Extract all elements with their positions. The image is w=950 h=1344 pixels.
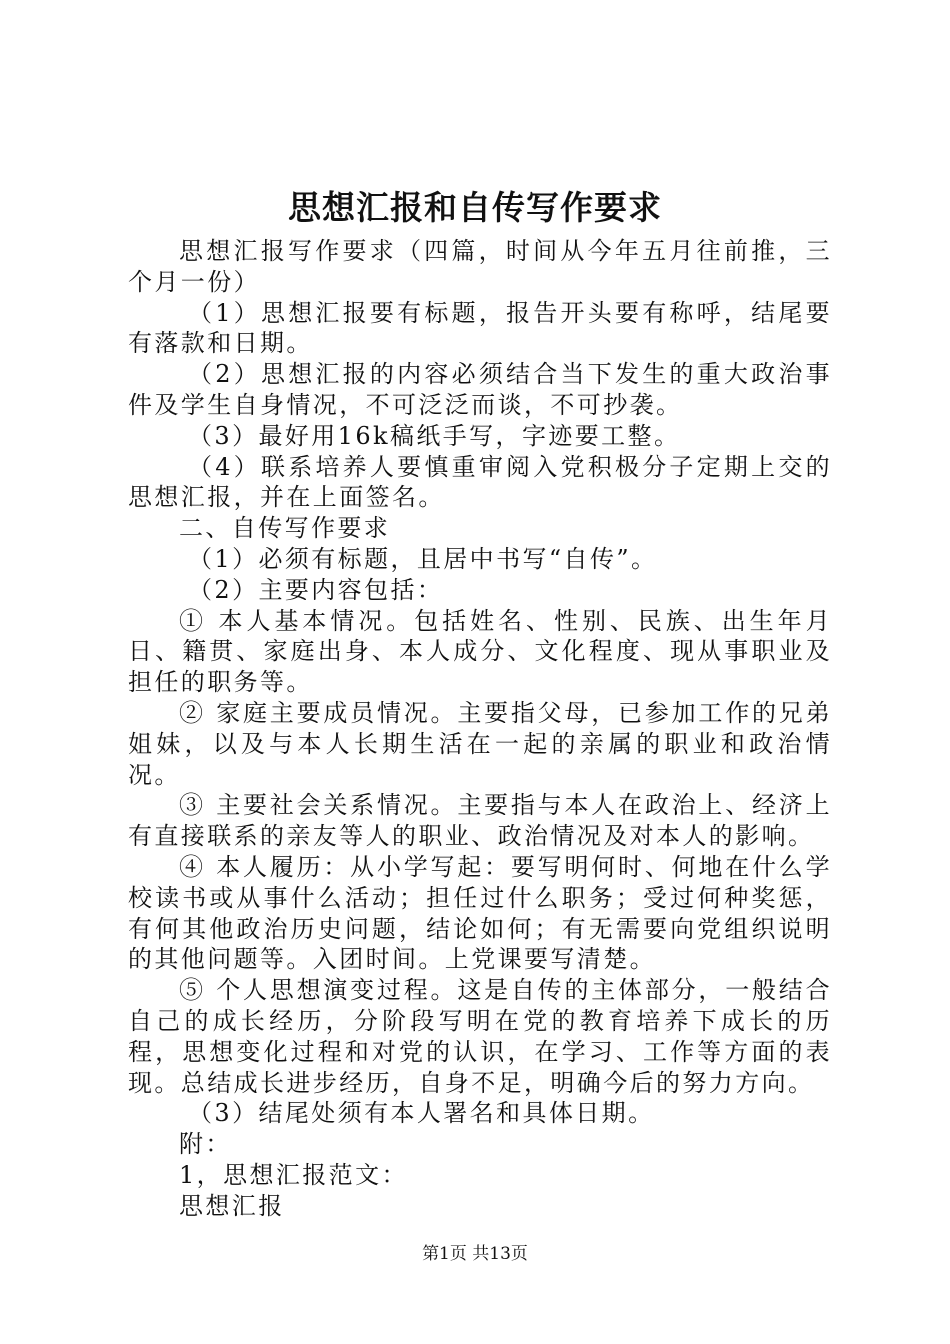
paragraph-1: 思想汇报写作要求（四篇，时间从今年五月往前推，三个月一份） [128, 237, 832, 296]
list-item-2: ② 家庭主要成员情况。主要指父母，已参加工作的兄弟姐妹，以及与本人长期生活在一起的亲属的职业和政治情况。 [128, 698, 832, 789]
document-title: 思想汇报和自传写作要求 [288, 188, 662, 227]
page-footer: 第1页 共13页 [422, 1244, 528, 1264]
paragraph-5: （4）联系培养人要慎重审阅入党积极分子定期上交的思想汇报，并在上面签名。 [128, 452, 832, 512]
list-item-3: ③ 主要社会关系情况。主要指与本人在政治上、经济上有直接联系的亲友等人的职业、政治情况及对本人的影响。 [128, 791, 832, 851]
list-item-5: ⑤ 个人思想演变过程。这是自传的主体部分，一般结合自己的成长经历，分阶段写明在党的教育培养下成长的历程，思想变化过程和对党的认识，在学习、工作等方面的表现。总结成长进步经历，自身不足，明确今后的努力方向。 [128, 976, 832, 1097]
paragraph-4: （3）最好用16k稿纸手写，字迹要工整。 [188, 421, 681, 450]
paragraph-8: （2）主要内容包括： [188, 575, 444, 604]
document-body [128, 236, 832, 1222]
list-item-1: ① 本人基本情况。包括姓名、性别、民族、出生年月日、籍贯、家庭出身、本人成分、文化程度、现从事职业及担任的职务等。 [128, 606, 832, 697]
paragraph-2: （1）思想汇报要有标题，报告开头要有称呼，结尾要有落款和日期。 [128, 298, 832, 358]
appendix-label: 附： [179, 1130, 232, 1159]
section-heading-autobiography: 二、自传写作要求 [179, 514, 391, 543]
appendix-item-1: 1，思想汇报范文： [179, 1160, 408, 1189]
list-item-4: ④ 本人履历：从小学写起：要写明何时、何地在什么学校读书或从事什么活动；担任过什么职务；受过何种奖惩，有何其他政治历史问题，结论如何；有无需要向党组织说明的其他问题等。入团时间。上党课要写清楚。 [128, 852, 832, 974]
paragraph-14: （3）结尾处须有本人署名和具体日期。 [188, 1099, 655, 1128]
paragraph-7: （1）必须有标题，且居中书写“自传”。 [188, 544, 658, 573]
sample-heading: 思想汇报 [179, 1191, 285, 1220]
paragraph-3: （2）思想汇报的内容必须结合当下发生的重大政治事件及学生自身情况，不可泛泛而谈，不可抄袭。 [128, 360, 832, 419]
